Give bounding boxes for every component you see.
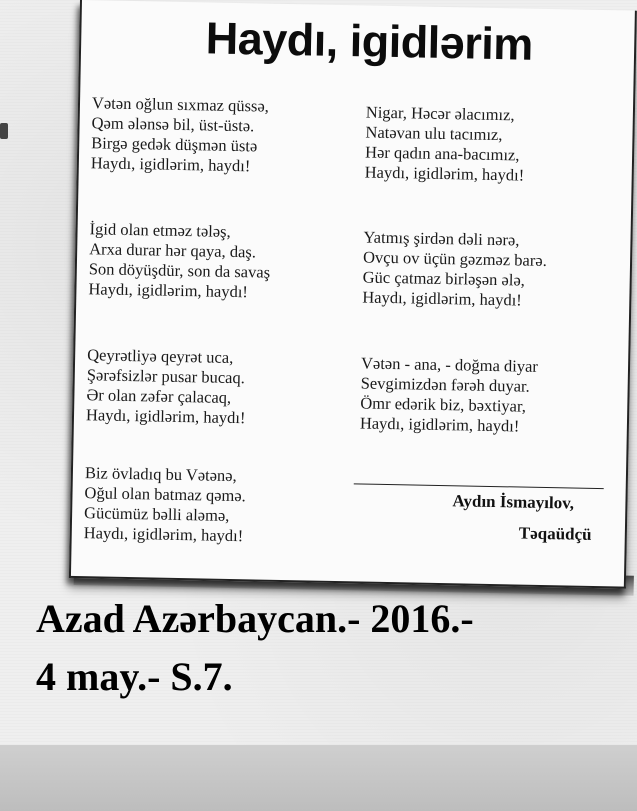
poem-line: Haydı, igidlərim, haydı! (83, 523, 244, 546)
margin-mark (0, 123, 8, 139)
citation-line-1: Azad Azərbaycan.- 2016.- (36, 596, 474, 641)
poem-line: Sevgimizdən fərəh duyar. (360, 373, 530, 396)
stanza-right-3 (360, 353, 621, 438)
poem-line: Yatmış şirdən dəli nərə, (363, 227, 520, 250)
poem-line: Haydı, igidlərim, haydı! (85, 405, 246, 428)
poem-line: Ömr edərik biz, bəxtiyar, (360, 393, 527, 416)
author-name: Aydın İsmayılov, (452, 491, 575, 513)
poem-line: Qeyrətliyə qeyrət uca, (87, 345, 234, 368)
stanza-left-1 (91, 93, 352, 178)
poem-line: Haydı, igidlərim, haydı! (88, 279, 249, 302)
poem-line: Haydı, igidlərim, haydı! (364, 162, 525, 185)
poem-line: Vətən oğlun sıxmaz qüssə, (91, 93, 270, 116)
source-citation (36, 590, 474, 706)
bottom-background-strip (0, 745, 637, 811)
poem-line: Vətən - ana, - doğma diyar (360, 353, 539, 376)
poem-line: Şərəfsizlər pusar bucaq. (86, 365, 246, 388)
poem-line: Arxa durar hər qaya, daş. (89, 239, 257, 262)
poem-line: Oğul olan batmaz qəmə. (84, 483, 246, 506)
poem-line: Haydı, igidlərim, haydı! (90, 153, 251, 176)
poem-line: Natəvan ulu tacımız, (365, 122, 503, 145)
poem-line: Gücümüz bəlli aləmə, (83, 503, 230, 525)
poem-line: Haydı, igidlərim, haydı! (362, 287, 522, 310)
poem-line: Ovçu ov üçün gəzməz barə. (362, 247, 547, 271)
poem-line: Hər qadın ana-bacımız, (364, 142, 520, 165)
poem-line: Biz övladıq bu Vətənə, (84, 463, 237, 486)
poem-line: Son döyüşdür, son da savaş (88, 259, 271, 282)
author-role: Təqaüdçü (518, 523, 592, 544)
poem-line: Ər olan zəfər çalacaq, (86, 385, 232, 407)
poem-line: İgid olan etməz tələş, (89, 219, 231, 241)
stanza-right-1 (365, 103, 626, 188)
citation-line-2: 4 may.- S.7. (36, 654, 233, 699)
stanza-left-3 (86, 345, 347, 430)
poem-line: Nigar, Həcər əlacımız, (365, 102, 515, 125)
stanza-left-2 (88, 219, 349, 304)
poem-line: Haydı, igidlərim, haydı! (359, 413, 520, 436)
newspaper-clipping (69, 0, 637, 589)
poem-title: Haydı, igidlərim (205, 12, 534, 70)
poem-line: Qəm ələnsə bil, üst-üstə. (91, 113, 255, 136)
author-divider (354, 483, 604, 489)
poem-line: Birgə gedək düşmən üstə (91, 133, 258, 156)
stanza-right-2 (362, 227, 623, 312)
stanza-left-4 (84, 463, 345, 548)
poem-line: Güc çatmaz birləşən ələ, (362, 267, 526, 290)
